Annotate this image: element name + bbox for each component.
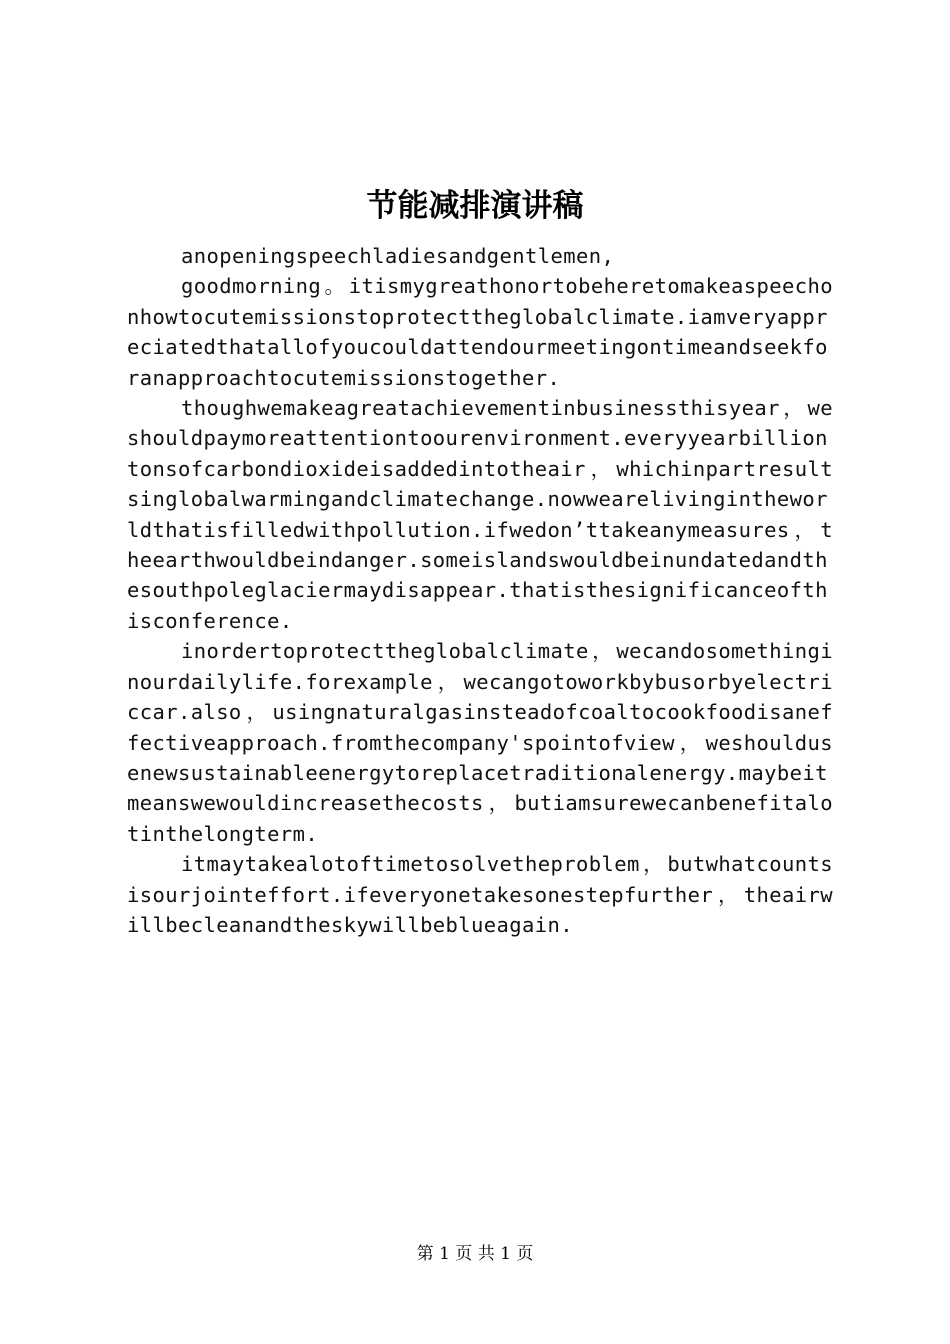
document-title: 节能减排演讲稿 [366, 188, 584, 224]
page-number: 第 1 页 共 1 页 [416, 1244, 534, 1264]
document-body [127, 241, 833, 940]
paragraph-closing: itmaytakealotoftimetosolvetheproblem，butwhatcountsisourjointeffort.ifeveryonetakesonestepfurther，theairwillbecleanandtheskywillbeblueagain. [127, 852, 833, 937]
paragraph-opening: anopeningspeechladiesandgentlemen, [181, 244, 615, 268]
paragraph-greeting: goodmorning。itismygreathonortobeheretomakeaspeechonhowtocutemissionstoprotecttheglobalclimate.iamveryappreciatedthatallofyoucouldattendourmeetingontimeandseekforanapproachtocutemissionstogether. [127, 274, 833, 390]
paragraph-environment: thoughwemakeagreatachievementinbusinessthisyear，weshouldpaymoreattentiontoourenvironment.everyyearbilliontonsofcarbondioxideisaddedintotheair，whichinpartresultsinglobalwarmingandclimatechange.nowwearelivingintheworldthatisfilledwithpollution.ifwedon’ttakeanymeasures，theearthwouldbeindanger.someislandswouldbeinundatedandthesouthpoleglaciermaydisappear.thatisthesignificanceofthisconference. [127, 396, 833, 633]
paragraph-daily-life: inordertoprotecttheglobalclimate，wecandosomethinginourdailylife.forexample，wecangotoworkbybusorbyelectriccar.also，usingnaturalgasinsteadofcoaltocookfoodisaneffectiveapproach.fromthecompany'spointofview，weshouldusenewsustainableenergytoreplacetraditionalenergy.maybeitmeanswewouldincreasethecosts，butiamsurewecanbenefitalotinthelongterm. [127, 639, 833, 846]
